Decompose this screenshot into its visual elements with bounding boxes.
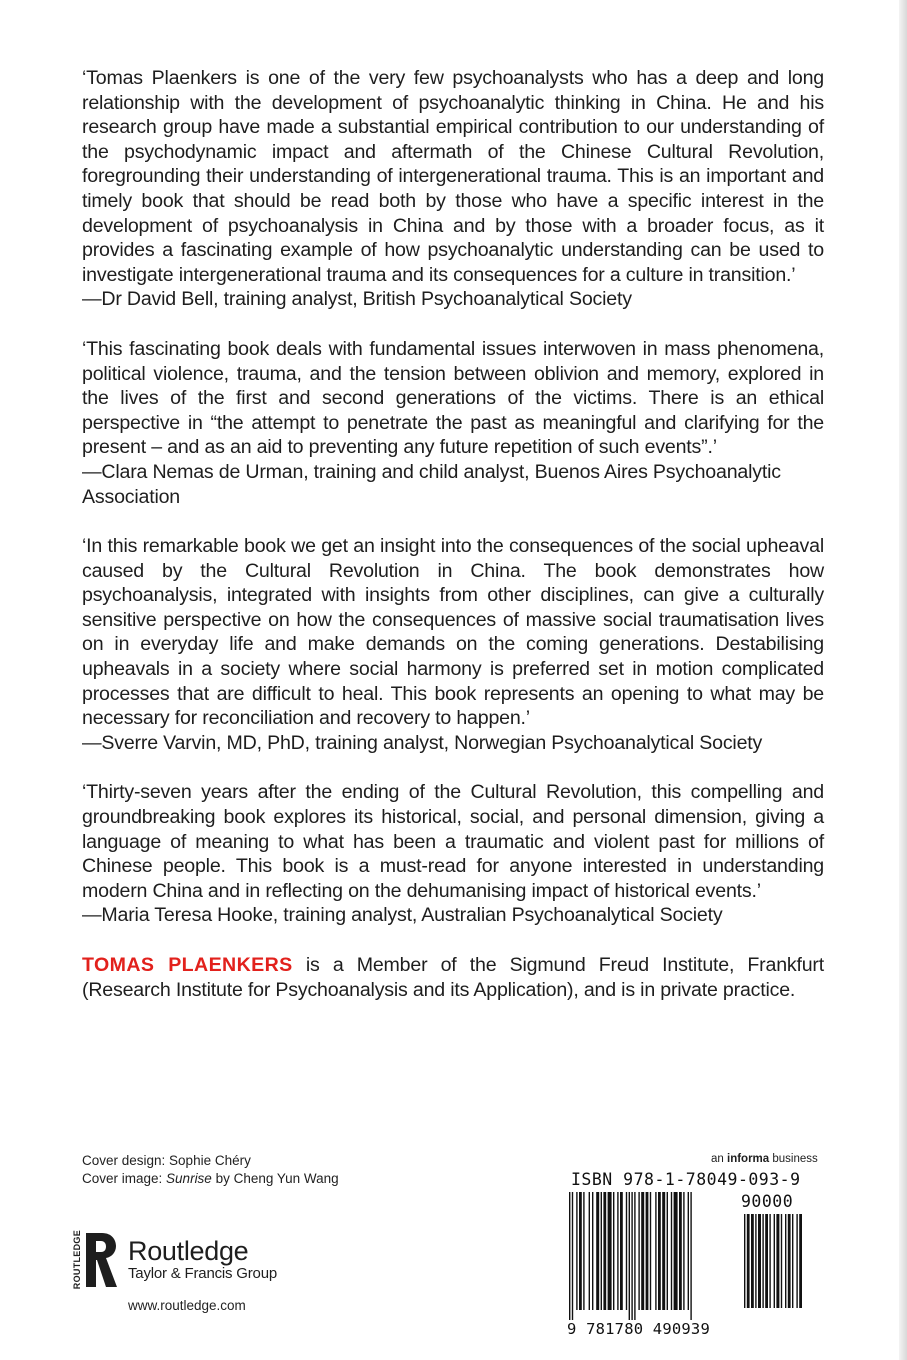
barcode-bar (674, 1192, 678, 1310)
endorsement-quote: ‘Tomas Plaenkers is one of the very few psychoanalysts who has a deep and long relationship with the development of psychoanalytic thinking in China. He and his research group have made a substantial empirical contribution to our understanding of the psychodynamic impact and aftermath of the Chinese Cultural Revolution, foregrounding their understanding of intergenerational trauma. This is an important and timely book that should be read both by those who have a specific interest in the development of psychoanalysis in China and by those with a broader focus, as it provides a fascinating example of how psychoanalytic understanding can be used to investigate intergenerational trauma and its consequences for a culture in transition.’ (82, 67, 824, 286)
routledge-mark (72, 1230, 118, 1289)
barcode-bar (667, 1192, 668, 1310)
barcode-bar (658, 1192, 661, 1310)
barcode-bar (690, 1192, 691, 1322)
endorsement-quote: ‘In this remarkable book we get an insight into the consequences of the social upheaval caused by the Cultural Revolution in China. The book demonstrates how psychoanalysis, integrated with insights from other disciplines, can give a culturally sensitive perspective on how the consequences of massive social traumatisation lives on in everyday life and make demands on the coming generations. Destabilising upheavals in a society where social harmony is preferred set in motion complicated processes that are difficult to heal. This book represents an opening to what may be necessary for reconciliation and recovery to happen.’ (82, 535, 824, 730)
endorsement-attribution: —Dr David Bell, training analyst, British Psychoanalytical Society (82, 288, 632, 311)
barcode-bar (631, 1192, 632, 1322)
barcode-bar (641, 1192, 644, 1310)
page-edge-shadow (899, 0, 907, 1360)
endorsement-attribution: —Sverre Varvin, MD, PhD, training analyst, Norwegian Psychoanalytical Society (82, 731, 763, 754)
barcode-bar (751, 1214, 754, 1308)
barcode-bar (785, 1214, 786, 1308)
informa-business (711, 1153, 818, 1165)
barcode-digits: 9 781780 490939 (567, 1320, 710, 1338)
cover-image-prefix: Cover image: (82, 1171, 167, 1186)
barcode-bar (747, 1214, 750, 1308)
cover-design-credit: Cover design: Sophie Chéry (82, 1153, 251, 1168)
author-name: TOMAS PLAENKERS (82, 954, 293, 976)
barcode-bar (683, 1192, 684, 1310)
endorsement-4 (82, 780, 824, 928)
publisher-group: Taylor & Francis Group (128, 1264, 277, 1282)
barcode-bar (579, 1192, 582, 1310)
author-bio-text: is a Member of the Sigmund Freud Institute, Frankfurt (Research Institute for Psychoanalysis and its Application), and is in private practice. (82, 954, 824, 1001)
barcode-bar (776, 1214, 779, 1308)
barcode-bar (758, 1214, 761, 1308)
barcode-bar (583, 1192, 584, 1310)
barcode-bar (679, 1192, 682, 1310)
back-cover-text (82, 66, 824, 1002)
cover-image-credit (82, 1170, 339, 1188)
barcode-bar (634, 1192, 635, 1322)
barcode-bar (589, 1192, 590, 1310)
barcode-bars-addon (742, 1214, 828, 1324)
informa-prefix: an (711, 1153, 727, 1165)
barcode-bar (781, 1214, 782, 1308)
barcode-bar (792, 1214, 793, 1308)
barcode-bar (662, 1192, 665, 1310)
barcode-bar (572, 1192, 573, 1322)
barcode-bar (799, 1214, 802, 1308)
publisher-url: www.routledge.com (128, 1298, 246, 1313)
endorsement-quote: ‘This fascinating book deals with fundamental issues interwoven in mass phenomena, political violence, trauma, and the tension between oblivion and memory, explored in the lives of the first and second generations of the victims. There is an ethical perspective in “the attempt to penetrate the past as meaningful and clarifying for the present – and as an aid to preventing any future repetition of such events”.’ (82, 337, 824, 459)
publisher-text (128, 1237, 277, 1283)
barcode-bar (608, 1192, 612, 1310)
barcode-bar (774, 1214, 775, 1308)
publisher-name: Routledge (128, 1235, 249, 1266)
informa-bold: informa (727, 1153, 770, 1165)
endorsement-attribution: —Clara Nemas de Urman, training and child analyst, Buenos Aires Psychoanalytic Association (82, 460, 781, 508)
barcode-bar (646, 1192, 649, 1310)
barcode-bar (671, 1192, 672, 1310)
author-bio (82, 953, 824, 1002)
cover-image-suffix: by Cheng Yun Wang (211, 1171, 339, 1186)
barcode-bar (613, 1192, 614, 1310)
endorsement-quote: ‘Thirty-seven years after the ending of the Cultural Revolution, this compelling and groundbreaking book explores its historical, social, and personal dimension, giving a language of meaning to what has been a traumatic and violent past for millions of Chinese people. This book is a must-read for anyone interested in understanding modern China and in reflecting on the dehumanising impact of historical events.’ (82, 781, 824, 902)
barcode-bar (620, 1192, 623, 1310)
barcode-bar (788, 1214, 791, 1308)
barcode-bar (688, 1192, 689, 1310)
barcode-bar (617, 1192, 618, 1310)
cover-image-title: Sunrise (166, 1171, 212, 1186)
routledge-r-icon (84, 1231, 118, 1289)
barcode-bar (762, 1214, 763, 1308)
barcode-bar (650, 1192, 651, 1310)
barcode-bar (755, 1214, 756, 1308)
barcode-bar (592, 1192, 593, 1310)
endorsement-1 (82, 66, 824, 312)
barcode-bar (655, 1192, 656, 1310)
barcode-bar (769, 1214, 770, 1308)
informa-suffix: business (769, 1153, 818, 1165)
barcode-bar (765, 1214, 768, 1308)
isbn-text: ISBN 978-1-78049-093-9 (571, 1170, 801, 1189)
endorsement-2 (82, 337, 824, 509)
publisher-logo (72, 1230, 277, 1289)
barcode-bar (569, 1192, 570, 1322)
cover-credits (82, 1152, 339, 1188)
price-code: 90000 (741, 1192, 794, 1211)
barcode-bar (576, 1192, 577, 1310)
isbn-barcode (567, 1168, 829, 1348)
barcode-bar (626, 1192, 627, 1310)
endorsement-attribution: —Maria Teresa Hooke, training analyst, Australian Psychoanalytical Society (82, 904, 723, 927)
publisher-vertical-text: ROUTLEDGE (72, 1230, 82, 1290)
barcode-bar (603, 1192, 606, 1310)
barcode-bars-main (567, 1192, 737, 1332)
barcode-bar (601, 1192, 602, 1310)
barcode-bar (744, 1214, 745, 1308)
barcode-bar (638, 1192, 639, 1310)
endorsement-3 (82, 534, 824, 755)
barcode-bar (796, 1214, 797, 1308)
barcode-bar (629, 1192, 630, 1322)
barcode-bar (596, 1192, 599, 1310)
